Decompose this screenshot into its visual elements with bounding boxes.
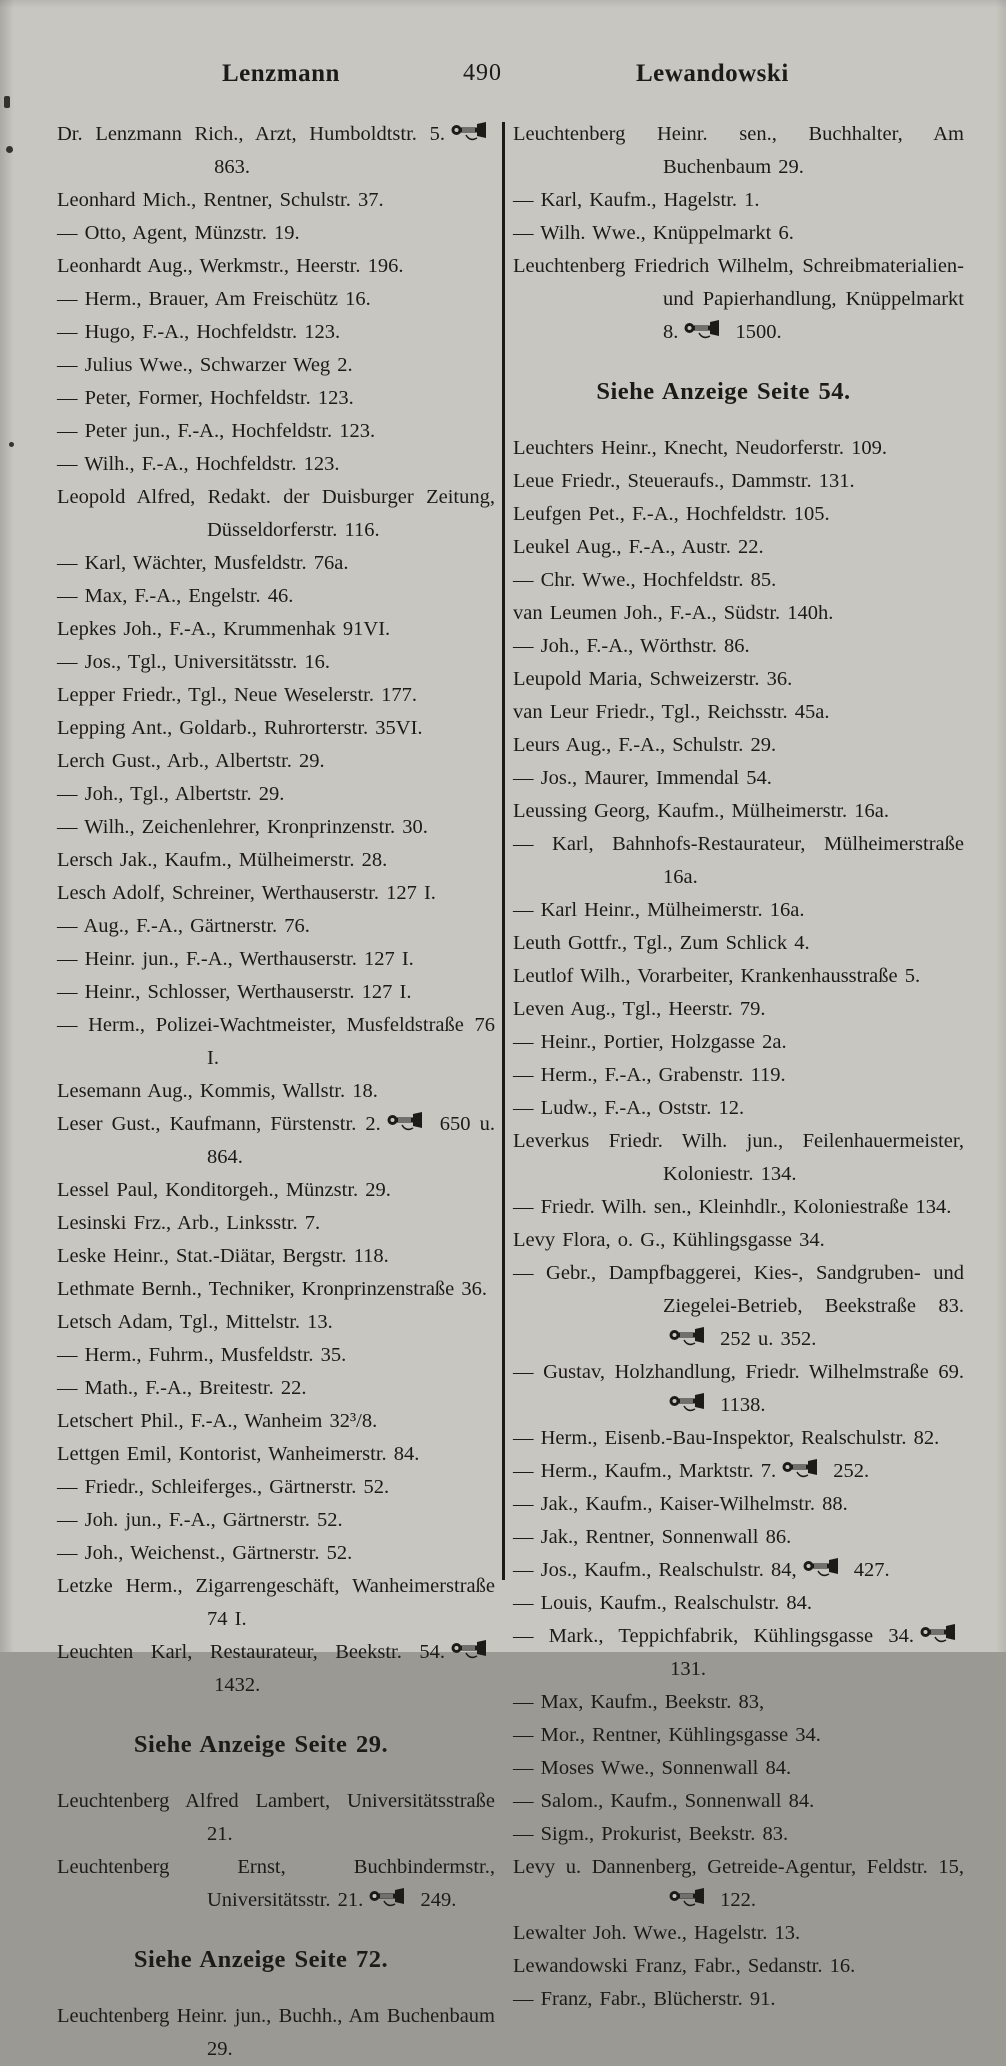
entry-text: — Herm., F.-A., Grabenstr. 119. [513, 1064, 786, 1086]
phone-number: 249. [413, 1889, 457, 1911]
directory-entry [57, 1009, 495, 1075]
entry-text: — Louis, Kaufm., Realschulstr. 84. [513, 1592, 812, 1614]
entry-text: Lesemann Aug., Kommis, Wallstr. 18. [57, 1080, 378, 1102]
entry-text: — Friedr., Schleiferges., Gärtnerstr. 52. [57, 1476, 390, 1498]
phone-number: 252 u. 352. [713, 1328, 817, 1350]
telephone-receiver-icon [920, 1624, 960, 1644]
entry-text: — Moses Wwe., Sonnenwall 84. [513, 1757, 792, 1779]
entry-text: — Max, Kaufm., Beekstr. 83, [513, 1691, 765, 1713]
directory-entry [57, 547, 495, 580]
entry-text: — Herm., Fuhrm., Musfeldstr. 35. [57, 1344, 347, 1366]
see-advert-notice: Siehe Anzeige Seite 72. [133, 1946, 389, 1973]
directory-entry [57, 349, 495, 382]
directory-entry [57, 2000, 495, 2066]
directory-entry [57, 415, 495, 448]
directory-entry [513, 1752, 964, 1785]
entry-text: — Jos., Kaufm., Realschulstr. 84, [513, 1559, 797, 1581]
directory-entry [513, 1620, 964, 1686]
directory-entry [57, 382, 495, 415]
entry-text: — Herm., Eisenb.-Bau-Inspektor, Realschulstr. 82. [513, 1427, 940, 1449]
directory-entry [57, 1240, 495, 1273]
entry-text: Leser Gust., Kaufmann, Fürstenstr. 2. [57, 1113, 381, 1135]
entry-text: Leufgen Pet., F.-A., Hochfeldstr. 105. [513, 503, 830, 525]
entry-text: — Jos., Tgl., Universitätsstr. 16. [57, 651, 330, 673]
page-header [0, 0, 1006, 112]
entry-text: Lewalter Joh. Wwe., Hagelstr. 13. [513, 1922, 801, 1944]
directory-entry [57, 1537, 495, 1570]
phone-number: 650 u. 864. [207, 1113, 495, 1168]
directory-entry [57, 316, 495, 349]
entry-text: Letzke Herm., Zigarrengeschäft, Wanheimerstraße 74 I. [57, 1575, 495, 1630]
entry-text: Leurs Aug., F.-A., Schulstr. 29. [513, 734, 777, 756]
phone-number: 427. [846, 1559, 890, 1581]
directory-entry [57, 1339, 495, 1372]
entry-text: Leussing Georg, Kaufm., Mülheimerstr. 16a. [513, 800, 889, 822]
directory-entry [57, 1471, 495, 1504]
entry-text: — Chr. Wwe., Hochfeldstr. 85. [513, 569, 777, 591]
header-first-entry-keyword: Lenzmann [222, 60, 340, 87]
entry-text: — Sigm., Prokurist, Beekstr. 83. [513, 1823, 789, 1845]
entry-text: Lessel Paul, Konditorgeh., Münzstr. 29. [57, 1179, 391, 1201]
directory-entry [57, 745, 495, 778]
entry-text: Lethmate Bernh., Techniker, Kronprinzenstraße 36. [57, 1278, 488, 1300]
left-column [57, 118, 495, 2066]
directory-entry [57, 481, 495, 547]
entry-text: — Karl, Wächter, Musfeldstr. 76a. [57, 552, 349, 574]
directory-entry [513, 1587, 964, 1620]
directory-entry [513, 1983, 964, 2016]
directory-entry [57, 1405, 495, 1438]
phone-number: 863. [207, 156, 250, 178]
phone-number: 252. [826, 1460, 870, 1482]
directory-entry [513, 531, 964, 564]
entry-text: Lettgen Emil, Kontorist, Wanheimerstr. 84. [57, 1443, 420, 1465]
telephone-receiver-icon [803, 1558, 843, 1578]
directory-entry [513, 1785, 964, 1818]
entry-text: Leue Friedr., Steueraufs., Dammstr. 131. [513, 470, 855, 492]
directory-entry [57, 613, 495, 646]
directory-entry [57, 1075, 495, 1108]
entry-text: — Wilh. Wwe., Knüppelmarkt 6. [513, 222, 794, 244]
entry-text: — Max, F.-A., Engelstr. 46. [57, 585, 294, 607]
entry-text: — Joh., Weichenst., Gärtnerstr. 52. [57, 1542, 353, 1564]
telephone-receiver-icon [387, 1112, 427, 1132]
phone-number: 122. [713, 1889, 756, 1911]
directory-entry [57, 1273, 495, 1306]
entry-text: — Hugo, F.-A., Hochfeldstr. 123. [57, 321, 341, 343]
directory-entry [57, 1438, 495, 1471]
entry-text: — Heinr., Portier, Holzgasse 2a. [513, 1031, 787, 1053]
entry-text: Lerch Gust., Arb., Albertstr. 29. [57, 750, 325, 772]
directory-entry [57, 580, 495, 613]
entry-text: — Mor., Rentner, Kühlingsgasse 34. [513, 1724, 821, 1746]
entry-text: Leven Aug., Tgl., Heerstr. 79. [513, 998, 766, 1020]
entry-text: Levy Flora, o. G., Kühlingsgasse 34. [513, 1229, 825, 1251]
telephone-receiver-icon [669, 1888, 709, 1908]
directory-entry [513, 927, 964, 960]
directory-entry [57, 217, 495, 250]
entry-text: — Heinr., Schlosser, Werthauserstr. 127 I. [57, 981, 412, 1003]
directory-entry [513, 663, 964, 696]
phone-number: 1138. [713, 1394, 766, 1416]
directory-entry [513, 696, 964, 729]
directory-entry [513, 1950, 964, 1983]
entry-text: — Joh. jun., F.-A., Gärtnerstr. 52. [57, 1509, 343, 1531]
entry-text: — Friedr. Wilh. sen., Kleinhdlr., Koloniestraße 134. [513, 1196, 952, 1218]
directory-entry [513, 1818, 964, 1851]
entry-text: — Joh., F.-A., Wörthstr. 86. [513, 635, 750, 657]
directory-entry [513, 498, 964, 531]
directory-entry [57, 679, 495, 712]
entry-text: — Joh., Tgl., Albertstr. 29. [57, 783, 285, 805]
entry-text: — Karl, Bahnhofs-Restaurateur, Mülheimerstraße 16a. [513, 833, 964, 888]
entry-text: Lesch Adolf, Schreiner, Werthauserstr. 127 I. [57, 882, 436, 904]
phone-number: 131. [663, 1658, 706, 1680]
entry-text: Leuchtenberg Alfred Lambert, Universitätsstraße 21. [57, 1790, 495, 1845]
entry-text: Lewandowski Franz, Fabr., Sedanstr. 16. [513, 1955, 856, 1977]
directory-entry [513, 1719, 964, 1752]
directory-entry [513, 1224, 964, 1257]
entry-text: — Mark., Teppichfabrik, Kühlingsgasse 34. [513, 1625, 914, 1647]
entry-text: van Leur Friedr., Tgl., Reichsstr. 45a. [513, 701, 830, 723]
directory-entry [513, 1092, 964, 1125]
directory-entry [57, 1636, 495, 1702]
entry-text: Leuchtenberg Heinr. jun., Buchh., Am Buchenbaum 29. [57, 2005, 495, 2060]
entry-text: Leonhardt Aug., Werkmstr., Heerstr. 196. [57, 255, 404, 277]
entry-text: Leverkus Friedr. Wilh. jun., Feilenhauermeister, Koloniestr. 134. [513, 1130, 964, 1185]
directory-entry [513, 118, 964, 184]
directory-entry [57, 1570, 495, 1636]
phone-number: 1432. [207, 1674, 261, 1696]
telephone-receiver-icon [684, 320, 724, 340]
directory-entry [57, 250, 495, 283]
directory-entry [57, 778, 495, 811]
directory-entry [513, 993, 964, 1026]
directory-entry [57, 712, 495, 745]
directory-entry [513, 217, 964, 250]
directory-entry [57, 646, 495, 679]
directory-entry [513, 564, 964, 597]
directory-entry [513, 250, 964, 349]
entry-text: — Herm., Kaufm., Marktstr. 7. [513, 1460, 777, 1482]
directory-entry [57, 283, 495, 316]
directory-entry [513, 828, 964, 894]
entry-text: van Leumen Joh., F.-A., Südstr. 140h. [513, 602, 834, 624]
entry-text: Leske Heinr., Stat.-Diätar, Bergstr. 118. [57, 1245, 389, 1267]
directory-entry [513, 184, 964, 217]
entry-text: Lepkes Joh., F.-A., Krummenhak 91VI. [57, 618, 391, 640]
entry-text: Letsch Adam, Tgl., Mittelstr. 13. [57, 1311, 333, 1333]
entry-text: — Wilh., Zeichenlehrer, Kronprinzenstr. 30. [57, 816, 428, 838]
entry-text: Levy u. Dannenberg, Getreide-Agentur, Feldstr. 15, [513, 1856, 964, 1878]
directory-entry [513, 1521, 964, 1554]
entry-text: Lersch Jak., Kaufm., Mülheimerstr. 28. [57, 849, 388, 871]
directory-entry [513, 1026, 964, 1059]
entry-text: Leukel Aug., F.-A., Austr. 22. [513, 536, 764, 558]
directory-entry [513, 1686, 964, 1719]
entry-text: — Peter, Former, Hochfeldstr. 123. [57, 387, 354, 409]
directory-entry [57, 1851, 495, 1917]
entry-text: Lesinski Frz., Arb., Linksstr. 7. [57, 1212, 321, 1234]
entry-text: — Herm., Polizei-Wachtmeister, Musfeldstraße 76 I. [57, 1014, 495, 1069]
column-divider-rule [502, 122, 505, 1580]
entry-text: Leuth Gottfr., Tgl., Zum Schlick 4. [513, 932, 810, 954]
entry-text: Leuchten Karl, Restaurateur, Beekstr. 54. [57, 1641, 445, 1663]
directory-entry [57, 184, 495, 217]
entry-text: — Aug., F.-A., Gärtnerstr. 76. [57, 915, 310, 937]
entry-text: Leopold Alfred, Redakt. der Duisburger Zeitung, Düsseldorferstr. 116. [57, 486, 495, 541]
see-advert-notice: Siehe Anzeige Seite 54. [596, 378, 851, 405]
entry-text: — Franz, Fabr., Blücherstr. 91. [513, 1988, 776, 2010]
entry-text: — Heinr. jun., F.-A., Werthauserstr. 127 I. [57, 948, 414, 970]
entry-text: — Julius Wwe., Schwarzer Weg 2. [57, 354, 353, 376]
entry-text: Leuchters Heinr., Knecht, Neudorferstr. 109. [513, 437, 888, 459]
entry-text: — Math., F.-A., Breitestr. 22. [57, 1377, 307, 1399]
scan-speck [9, 442, 14, 447]
telephone-receiver-icon [669, 1327, 709, 1347]
entry-text: Lepping Ant., Goldarb., Ruhrorterstr. 35VI. [57, 717, 423, 739]
directory-entry [513, 1851, 964, 1917]
directory-entry [513, 465, 964, 498]
directory-entry [57, 1372, 495, 1405]
directory-entry [57, 844, 495, 877]
directory-entry [513, 960, 964, 993]
telephone-receiver-icon [451, 1640, 491, 1660]
directory-entry [57, 811, 495, 844]
entry-text: — Ludw., F.-A., Oststr. 12. [513, 1097, 745, 1119]
entry-text: Leuchtenberg Ernst, Buchbindermstr., Universitätsstr. 21. [57, 1856, 495, 1911]
entry-text: Leuchtenberg Friedrich Wilhelm, Schreibmaterialien- und Papierhandlung, Knüppelmarkt 8. [513, 255, 964, 343]
entry-text: — Salom., Kaufm., Sonnenwall 84. [513, 1790, 815, 1812]
entry-text: — Wilh., F.-A., Hochfeldstr. 123. [57, 453, 340, 475]
directory-entry [513, 597, 964, 630]
directory-entry [513, 1455, 964, 1488]
entry-text: — Otto, Agent, Münzstr. 19. [57, 222, 300, 244]
directory-entry [57, 448, 495, 481]
directory-entry [57, 118, 495, 184]
entry-text: Lepper Friedr., Tgl., Neue Weselerstr. 177. [57, 684, 417, 706]
directory-entry [57, 1504, 495, 1537]
directory-entry [513, 1917, 964, 1950]
telephone-receiver-icon [369, 1888, 409, 1908]
directory-entry [57, 1207, 495, 1240]
directory-entry [513, 894, 964, 927]
directory-entry [57, 910, 495, 943]
entry-text: — Jak., Rentner, Sonnenwall 86. [513, 1526, 792, 1548]
header-last-entry-keyword: Lewandowski [636, 60, 789, 87]
entry-text: Leuchtenberg Heinr. sen., Buchhalter, Am Buchenbaum 29. [513, 123, 964, 178]
entry-text: — Jos., Maurer, Immendal 54. [513, 767, 772, 789]
entry-text: — Karl, Kaufm., Hagelstr. 1. [513, 189, 760, 211]
two-column-body [0, 112, 1006, 2066]
directory-entry [513, 1059, 964, 1092]
scan-speck [6, 146, 13, 153]
entry-text: Leupold Maria, Schweizerstr. 36. [513, 668, 793, 690]
directory-entry [513, 1125, 964, 1191]
entry-text: — Karl Heinr., Mülheimerstr. 16a. [513, 899, 805, 921]
right-column [513, 118, 964, 2016]
entry-text: — Gebr., Dampfbaggerei, Kies-, Sandgruben- und Ziegelei-Betrieb, Beekstraße 83. [513, 1262, 964, 1317]
phone-number: 1500. [728, 321, 782, 343]
telephone-receiver-icon [782, 1459, 822, 1479]
entry-text: Dr. Lenzmann Rich., Arzt, Humboldtstr. 5. [57, 123, 445, 145]
directory-entry [513, 762, 964, 795]
entry-text: — Gustav, Holzhandlung, Friedr. Wilhelmstraße 69. [513, 1361, 964, 1383]
directory-entry [57, 1306, 495, 1339]
directory-entry [57, 1785, 495, 1851]
entry-text: Letschert Phil., F.-A., Wanheim 32³/8. [57, 1410, 378, 1432]
directory-entry [57, 1108, 495, 1174]
entry-text: Leonhard Mich., Rentner, Schulstr. 37. [57, 189, 384, 211]
directory-entry [513, 1488, 964, 1521]
entry-text: — Jak., Kaufm., Kaiser-Wilhelmstr. 88. [513, 1493, 848, 1515]
directory-entry [513, 630, 964, 663]
see-advert-notice: Siehe Anzeige Seite 29. [133, 1731, 389, 1758]
directory-entry [513, 729, 964, 762]
page-number: 490 [463, 60, 502, 86]
directory-entry [513, 1257, 964, 1356]
entry-text: Leutlof Wilh., Vorarbeiter, Krankenhausstraße 5. [513, 965, 921, 987]
directory-entry [513, 1356, 964, 1422]
directory-entry [513, 432, 964, 465]
directory-entry [57, 943, 495, 976]
directory-entry [513, 1191, 964, 1224]
directory-entry [513, 1554, 964, 1587]
directory-entry [57, 976, 495, 1009]
directory-entry [513, 795, 964, 828]
entry-text: — Herm., Brauer, Am Freischütz 16. [57, 288, 371, 310]
entry-text: — Peter jun., F.-A., Hochfeldstr. 123. [57, 420, 376, 442]
telephone-receiver-icon [669, 1393, 709, 1413]
telephone-receiver-icon [451, 122, 491, 142]
directory-entry [513, 1422, 964, 1455]
directory-entry [57, 877, 495, 910]
directory-entry [57, 1174, 495, 1207]
